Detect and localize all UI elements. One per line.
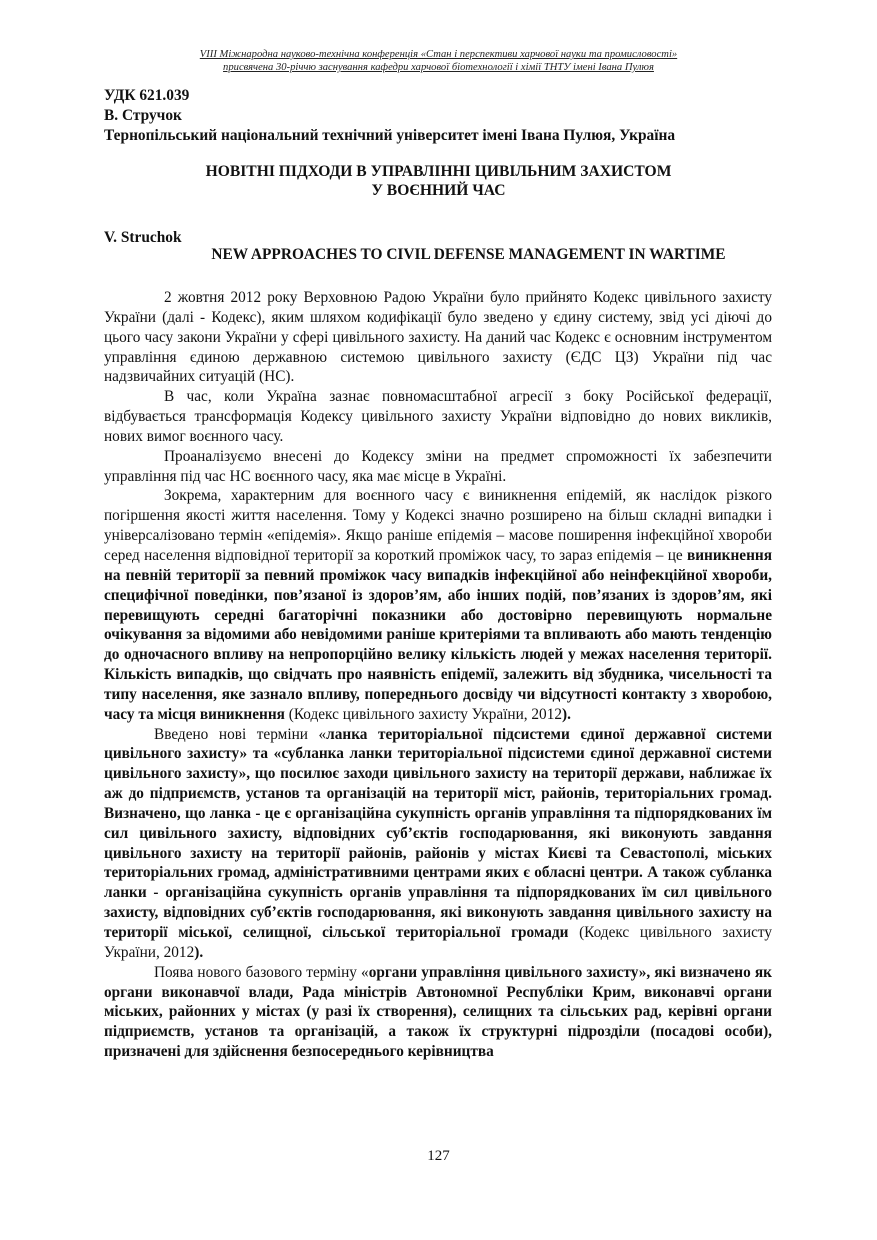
title-ua-line-1: НОВІТНІ ПІДХОДИ В УПРАВЛІННІ ЦИВІЛЬНИМ ЗАХИСТОМ — [205, 163, 672, 180]
paragraph-4 — [104, 486, 772, 724]
running-header-line-2: присвячена 30-річчю заснування кафедри харчової біотехнології і хімії ТНТУ імені Івана Пулюя — [223, 62, 654, 73]
citation-close: ). — [562, 705, 571, 723]
paragraph-1: 2 жовтня 2012 року Верховною Радою України було прийнято Кодекс цивільного захисту України (далі - Кодекс), яким шляхом кодифікації було зведено у єдину систему, звід усі діючі до цього часу закони України у сфері цивільного захисту. На даний час Кодекс є основним інструментом управління єдиною державною системою цивільного захисту (ЄДС ЦЗ) України під час надзвичайних ситуацій (НС). — [104, 289, 772, 386]
management-bodies-definition: органи управління цивільного захисту», які визначено як органи виконавчої влади, Рада міністрів Автономної Республіки Крим, виконавчі органи міських, районних у містах (у разі їх створення), селищних та сільських рад, керівні органи підприємств, установ та організацій, а також їх структурні підрозділи (посадові особи), призначені для здійснення безпосереднього керівництва — [104, 963, 772, 1061]
citation: (Кодекс цивільного захисту України, 2012 — [104, 924, 772, 961]
title-ua-line-2: У ВОЄННИЙ ЧАС — [371, 182, 506, 199]
running-header — [0, 48, 877, 74]
author-name-ua: В. Стручок — [104, 107, 182, 124]
paragraph-5 — [104, 725, 772, 963]
author-name-en: V. Struchok — [104, 229, 182, 246]
epidemic-definition: виникнення на певній території за певний проміжок часу випадків інфекційної або неінфекційної хвороби, специфічної поведінки, пов’язаної із здоров’ям, або інших подій, пов’язаних із здоров’ям, які перевищують середні багаторічні показники або достовірно перевищують нормальне очікування за відомими або невідомими раніше критеріями та впливають або мають тенденцію до одночасного впливу на непропорційно велику кількість людей у межах населення території. Кількість випадків, що свідчать про наявність епідемії, залежить від збудника, чисельності та типу населення, яке зазнало впливу, попереднього досвіду чи відсутності контакту з хворобою, часу та місця виникнення — [104, 546, 772, 723]
article-title-ua — [104, 162, 773, 200]
paragraph-3: Проаналізуємо внесені до Кодексу зміни на предмет спроможності їх забезпечити управління під час НС воєнного часу, яка має місце в Україні. — [104, 447, 772, 485]
citation: (Кодекс цивільного захисту України, 2012 — [284, 705, 562, 723]
paragraph-6 — [104, 963, 772, 1062]
paragraph-6-text: Поява нового базового терміну « — [154, 963, 369, 981]
running-header-line-1: VIII Міжнародна науково-технічна конференція «Стан і перспективи харчової науки та промисловості» — [199, 49, 678, 60]
article-body — [104, 288, 772, 1062]
page-number: 127 — [427, 1148, 450, 1164]
udc-code: УДК 621.039 — [104, 87, 190, 104]
citation-close: ). — [194, 943, 204, 961]
paragraph-5-text: Введено нові терміни « — [154, 725, 327, 743]
article-title-en: NEW APPROACHES TO CIVIL DEFENSE MANAGEMENT IN WARTIME — [211, 246, 726, 263]
paragraph-4-text: Зокрема, характерним для воєнного часу є виникнення епідемій, як наслідок різкого погіршення якості життя населення. Тому у Кодексі значно розширено на більш складні випадки і універсалізовано термін «епідемія». Якщо раніше епідемія – масове поширення інфекційної хвороби серед населення відповідної території за короткий проміжок часу, то зараз епідемія – це — [104, 487, 772, 564]
paragraph-2: В час, коли Україна зазнає повномасштабної агресії з боку Російської федерації, відбувається трансформація Кодексу цивільного захисту України відповідно до нових викликів, нових вимог воєнного часу. — [104, 388, 772, 445]
unit-definition: ланка територіальної підсистеми єдиної державної системи цивільного захисту» та «субланка ланки територіальної підсистеми єдиної державної системи цивільного захисту», що посилює заходи цивільного захисту на території держави, наближає їх аж до підприємств, установ та організацій на території міст, районів, територіальних громад. Визначено, що ланка - це є організаційна сукупність органів управління та підпорядкованих їм сил цивільного захисту, відповідних суб’єктів господарювання, які виконують завдання цивільного захисту на території районів, районів у містах Києві та Севастополі, міських територіальних громад, адміністративними центрами яких є обласні центри. А також субланка ланки - організаційна сукупність органів управління та підпорядкованих їм сил цивільного захисту, відповідних суб’єктів господарювання, які виконують завдання цивільного захисту на території міської, селищної, сільської територіальної громади — [104, 725, 773, 941]
article-meta — [104, 86, 675, 146]
author-affiliation: Тернопільський національний технічний університет імені Івана Пулюя, Україна — [104, 127, 676, 144]
